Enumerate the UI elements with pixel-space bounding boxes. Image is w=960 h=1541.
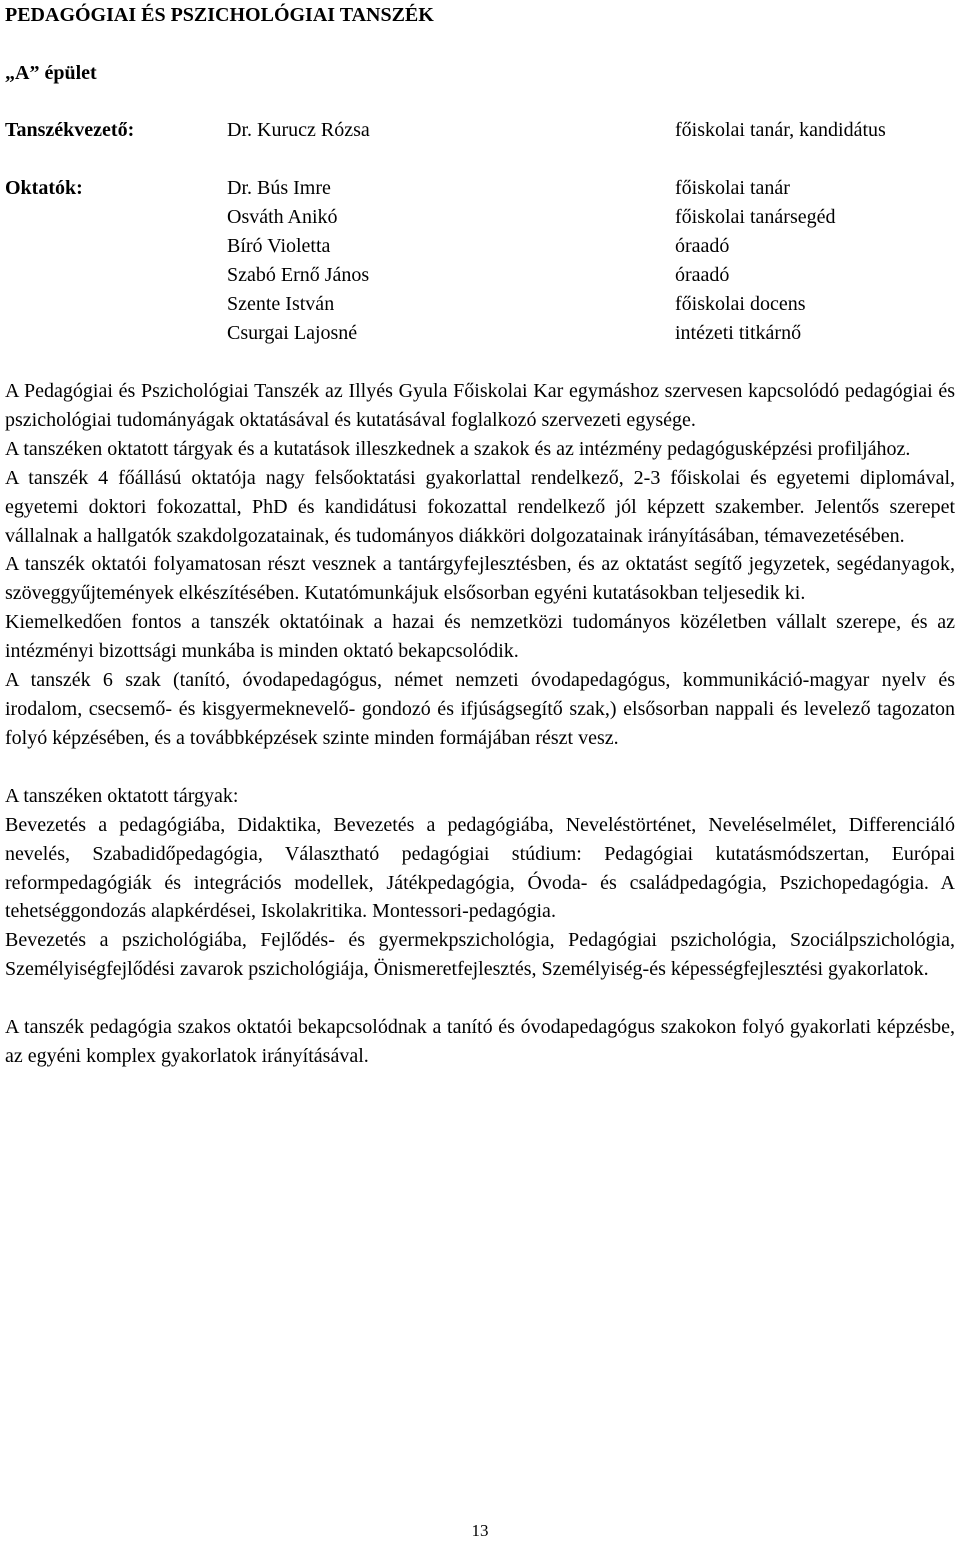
staff-name: Dr. Bús Imre xyxy=(227,177,331,199)
staff-position: intézeti titkárnő xyxy=(675,322,802,344)
paragraph: A tanszék oktatói folyamatosan részt vesznek a tantárgyfejlesztésben, és az oktatást segítő jegyzetek, segédanyagok, szöveggyűjtemények elkészítésében. Kutatómunkájuk elsősorban egyéni kutatásokban teljesedik ki. xyxy=(5,553,955,605)
paragraph: A tanszék 4 főállású oktatója nagy felsőoktatási gyakorlattal rendelkező, 2-3 főiskolai és egyetemi diplomával, egyetemi doktori fokozattal, PhD és kandidátusi fokozattal rendelkező jól képzett szakember. Jelentős szerepet vállalnak a hallgatók szakdolgozatainak, és tudományos diákköri dolgozatainak irányításában, témavezetésében. xyxy=(5,466,955,547)
staff-row xyxy=(5,292,955,321)
staff-position: főiskolai docens xyxy=(675,293,806,315)
department-head-row xyxy=(5,118,955,142)
building-label: „A” épület xyxy=(5,62,97,84)
staff-position: főiskolai tanár xyxy=(675,177,790,199)
page-number: 13 xyxy=(471,1521,489,1540)
head-position: főiskolai tanár, kandidátus xyxy=(675,119,886,141)
staff-name: Szabó Ernő János xyxy=(227,264,370,286)
paragraph: A tanszék 6 szak (tanító, óvodapedagógus, német nemzeti óvodapedagógus, kommunikáció-magyar nyelv és irodalom, csecsemő- és kisgyermeknevelő- gondozó és ifjúságsegítő szak,) elsősorban nappali és levelező tagozaton folyó képzésében, és a továbbképzések szinte minden formájában részt vesz. xyxy=(5,669,955,749)
staff-position: főiskolai tanársegéd xyxy=(675,206,836,228)
department-title: PEDAGÓGIAI ÉS PSZICHOLÓGIAI TANSZÉK xyxy=(5,4,434,26)
staff-row xyxy=(5,234,955,263)
staff-row xyxy=(5,205,955,234)
closing-paragraph: A tanszék pedagógia szakos oktatói bekapcsolódnak a tanító és óvodapedagógus szakokon folyó gyakorlati képzésbe, az egyéni komplex gyakorlatok irányításával. xyxy=(5,1016,955,1068)
staff-position: óraadó xyxy=(675,235,730,257)
staff-name: Osváth Anikó xyxy=(227,206,338,228)
staff-label: Oktatók: xyxy=(5,177,83,199)
staff-row xyxy=(5,263,955,292)
paragraph: A Pedagógiai és Pszichológiai Tanszék az Illyés Gyula Főiskolai Kar egymáshoz szervesen kapcsolódó pedagógiai és pszichológiai tudományágak oktatásával és kutatásával foglalkozó szervezeti egysége. xyxy=(5,380,955,431)
staff-row xyxy=(5,321,955,350)
subjects-pedagogy: Bevezetés a pedagógiába, Didaktika, Bevezetés a pedagógiába, Neveléstörténet, Neveléselmélet, Differenciáló nevelés, Szabadidőpedagógia, Választható pedagógiai stúdium: Pedagógiai kutatásmódszertan, Európai reformpedagógiák és integrációs modellek, Játékpedagógia, Óvoda- és családpedagógia, Pszichopedagógia. A tehetséggondozás alapkérdései, Iskolakritika. Montessori-pedagógia. xyxy=(5,813,955,923)
staff-name: Bíró Violetta xyxy=(227,235,331,257)
body-text xyxy=(5,377,955,1071)
staff-name: Csurgai Lajosné xyxy=(227,322,358,344)
staff-list xyxy=(5,176,955,350)
staff-position: óraadó xyxy=(675,264,730,286)
subjects-heading: A tanszéken oktatott tárgyak: xyxy=(5,784,239,807)
head-name: Dr. Kurucz Rózsa xyxy=(227,119,370,141)
paragraph: A tanszéken oktatott tárgyak és a kutatások illeszkednek a szakok és az intézmény pedagógusképzési profiljához. xyxy=(5,437,911,460)
subjects-psychology: Bevezetés a pszichológiába, Fejlődés- és gyermekpszichológia, Pedagógiai pszichológia, Szociálpszichológia, Személyiségfejlődési zavarok pszichológiája, Önismeretfejlesztés, Személyiség-és képességfejlesztési gyakorlatok. xyxy=(5,929,955,981)
staff-row xyxy=(5,176,955,205)
head-label: Tanszékvezető: xyxy=(5,119,135,141)
staff-name: Szente István xyxy=(227,293,335,315)
paragraph: Kiemelkedően fontos a tanszék oktatóinak a hazai és nemzetközi tudományos közéletben vállalt szerepe, és az intézményi bizottsági munkába is minden oktató bekapcsolódik. xyxy=(5,611,955,663)
